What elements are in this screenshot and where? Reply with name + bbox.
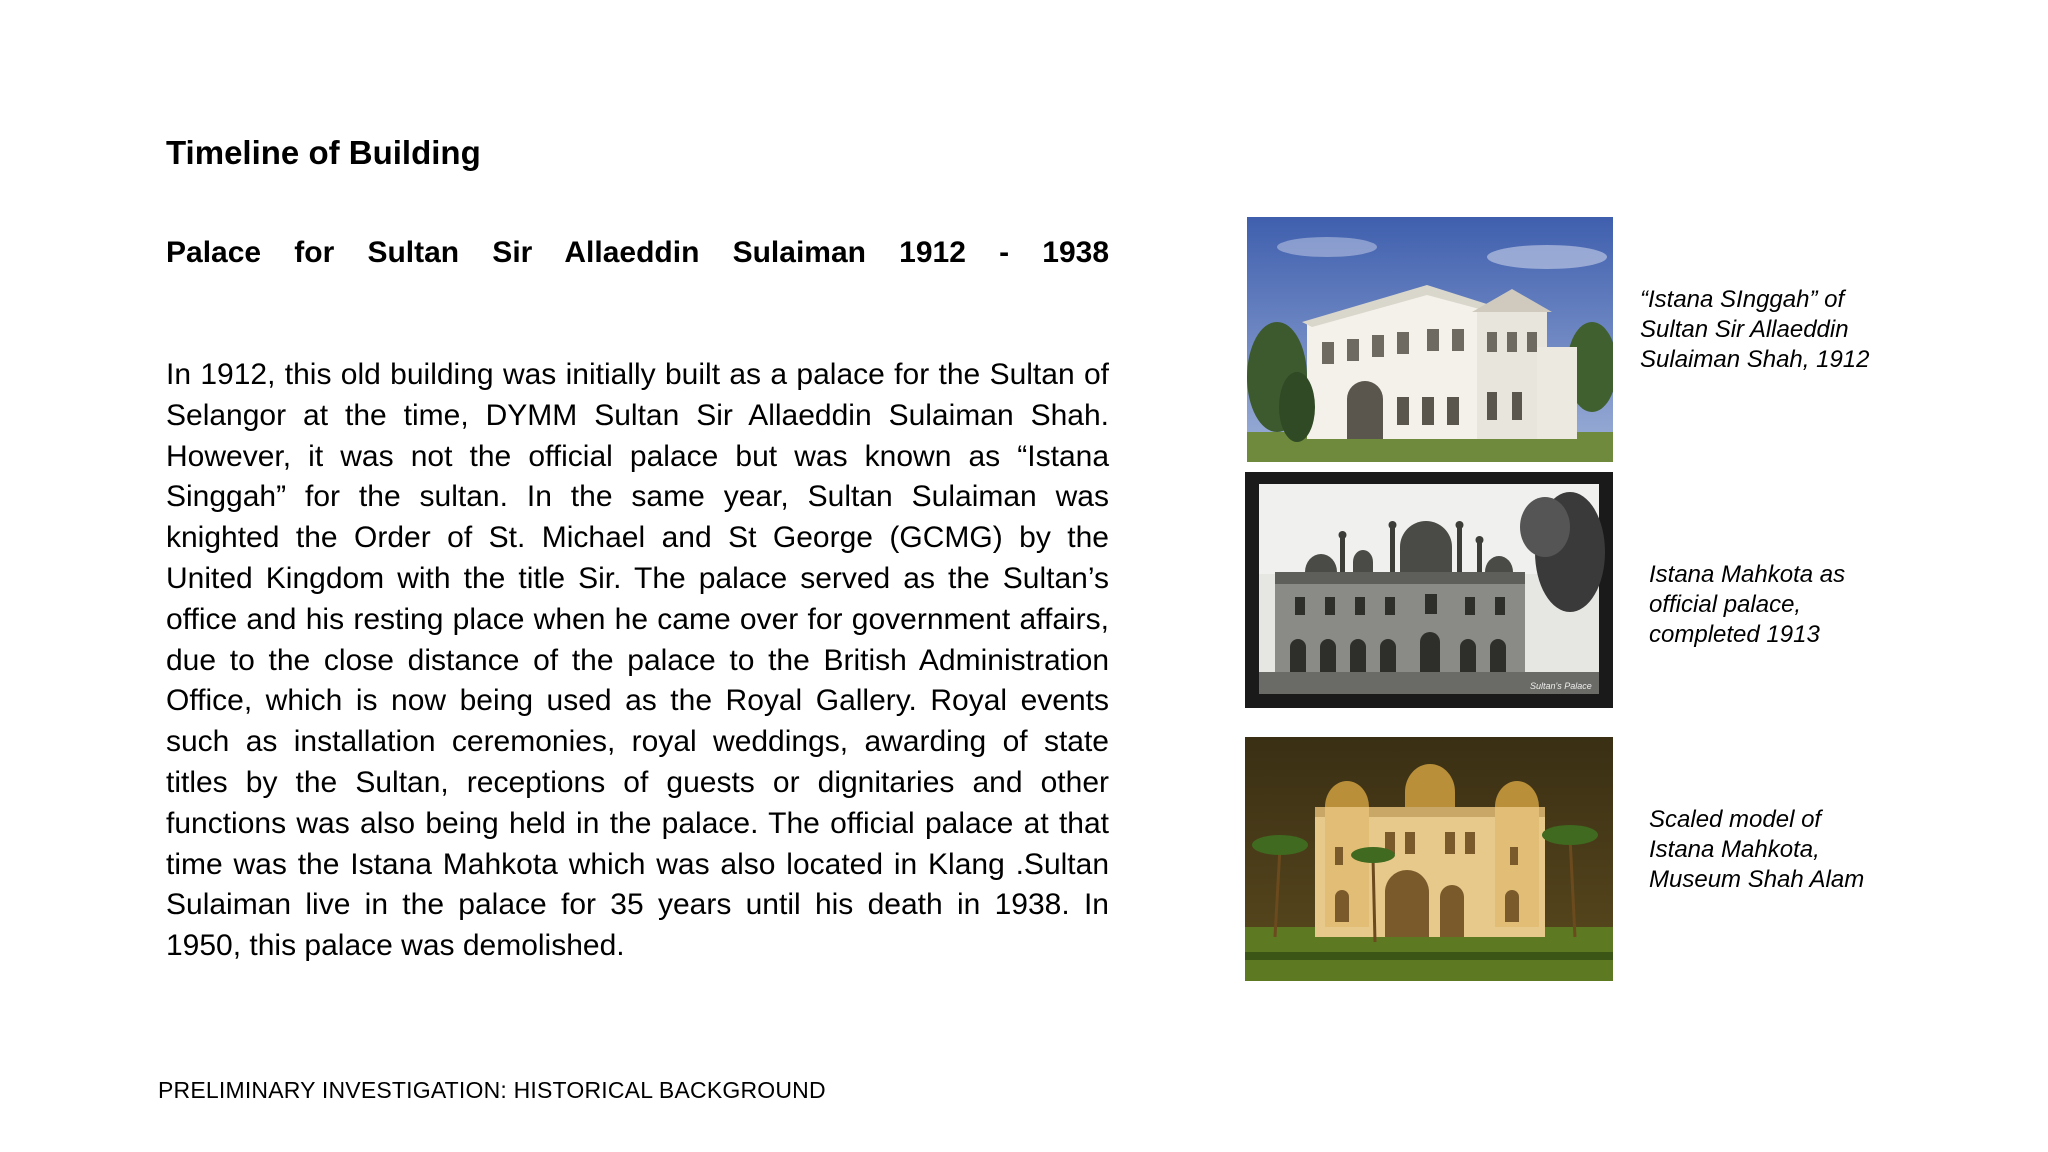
body-paragraph: In 1912, this old building was initially built as a palace for the Sultan of Selangor at the time, DYMM Sultan Sir Allaeddin Sulaiman Shah. However, it was not the official palace but was known as “Istana Singgah” for the sultan. In the same year, Sultan Sulaiman was knighted the Order of St. Michael and St George (GCMG) by the United Kingdom with the title Sir. The palace served as the Sultan’s office and his resting place when he came over for government affairs, due to the close distance of the palace to the British Administration Office, which is now being used as the Royal Gallery. Royal events such as installation ceremonies, royal weddings, awarding of state titles by the Sultan, receptions of guests or dignitaries and other functions was also being held in the palace. The official palace at that time was the Istana Mahkota which was also located in Klang .Sultan Sulaiman live in the palace for 35 years until his death in 1938. In 1950, this palace was demolished.: [166, 358, 1109, 963]
page-title: Timeline of Building: [166, 134, 481, 171]
figure-caption: Istana Mahkota as official palace, completed 1913: [1649, 561, 1846, 648]
footer-label: PRELIMINARY INVESTIGATION: HISTORICAL BACKGROUND: [158, 1077, 826, 1103]
section-subheading: Palace for Sultan Sir Allaeddin Sulaiman 1912 - 1938: [166, 236, 1109, 269]
figure-caption: Scaled model of Istana Mahkota, Museum Shah Alam: [1649, 806, 1865, 893]
istana-singgah-photo: [1247, 217, 1613, 462]
palace-model-photo: [1245, 737, 1613, 981]
photo-inscription: Sultan's Palace: [1530, 681, 1592, 691]
istana-mahkota-photo: [1245, 472, 1613, 708]
figure-caption: “Istana SInggah” of Sultan Sir Allaeddin Sulaiman Shah, 1912: [1640, 286, 1870, 373]
